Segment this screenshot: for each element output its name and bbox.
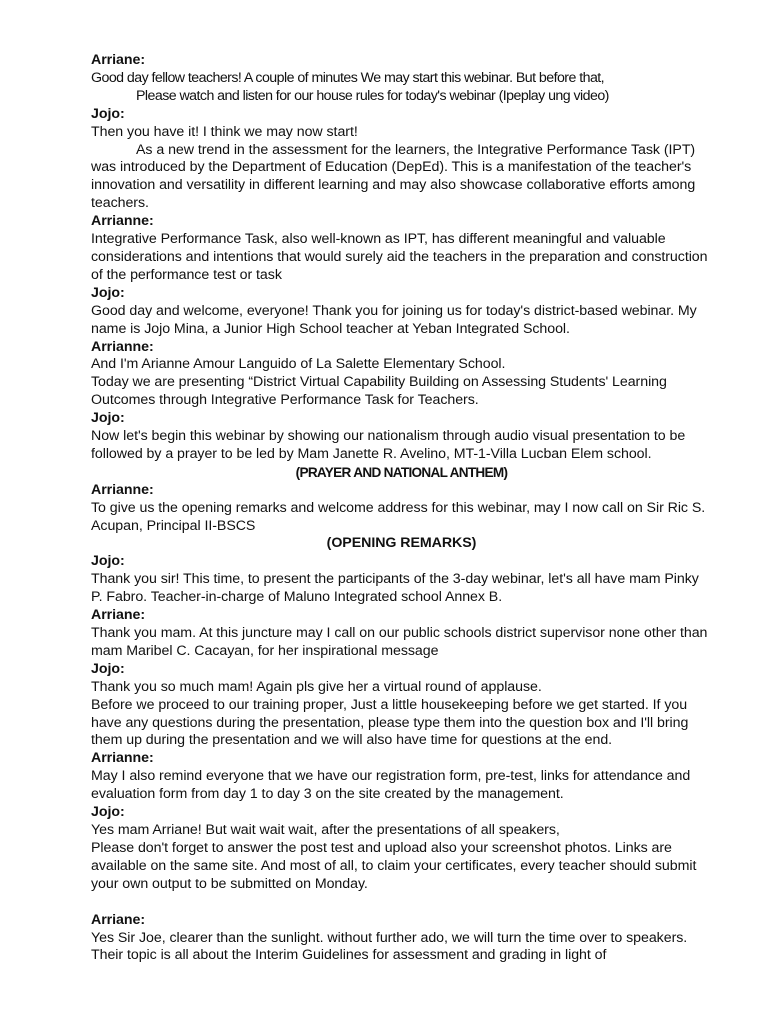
speaker-label: Jojo:	[91, 105, 125, 122]
speaker-label: Jojo:	[91, 410, 125, 427]
dialogue-line: Good day fellow teachers! A couple of minutes We may start this webinar. But before that,	[91, 69, 605, 86]
dialogue-paragraph: To give us the opening remarks and welcome address for this webinar, may I now call on Sir Ric S. Acupan, Principal II-BSCS	[91, 499, 706, 534]
speaker-label: Arriane:	[91, 52, 146, 68]
dialogue-paragraph: Today we are presenting “District Virtual Capability Building on Assessing Students' Learning Outcomes through Integrative Performance Task for Teachers.	[91, 374, 667, 409]
dialogue-line: Yes mam Arriane! But wait wait wait, after the presentations of all speakers,	[91, 821, 560, 838]
speaker-label: Jojo:	[91, 284, 125, 301]
section-heading: (PRAYER AND NATIONAL ANTHEM)	[295, 464, 508, 480]
speaker-label: Arrianne:	[91, 338, 154, 355]
dialogue-line: Please watch and listen for our house rules for today's webinar (Ipeplay ung video)	[136, 87, 609, 104]
speaker-label: Jojo:	[91, 660, 125, 677]
dialogue-line: Then you have it! I think we may now start!	[91, 123, 358, 140]
speaker-label: Arriane:	[91, 607, 146, 624]
dialogue-line: And I'm Arianne Amour Languido of La Salette Elementary School.	[91, 356, 506, 373]
dialogue-paragraph: As a new trend in the assessment for the learners, the Integrative Performance Task (IPT) was introduced by the Department of Education (DepEd). This is a manifestation of the teacher's innovation and versatility in different learning and may also showcase collaborative efforts among teachers.	[91, 141, 696, 212]
dialogue-paragraph: Please don't forget to answer the post test and upload also your screenshot photos. Links are available on the same site. And most of all, to claim your certificates, every teacher should submit your own output to be submitted on Monday.	[91, 839, 697, 892]
dialogue-paragraph: Good day and welcome, everyone! Thank you for joining us for today's district-based webinar. My name is Jojo Mina, a Junior High School teacher at Yeban Integrated School.	[91, 302, 697, 337]
dialogue-paragraph: Thank you mam. At this juncture may I call on our public schools district supervisor none other than mam Maribel C. Cacayan, for her inspirational message	[91, 625, 708, 659]
dialogue-line: Thank you so much mam! Again pls give her a virtual round of applause.	[91, 678, 542, 695]
speaker-label: Arrianne:	[91, 750, 154, 767]
speaker-label: Arrianne:	[91, 213, 154, 230]
blank-line	[91, 894, 712, 912]
section-heading: (OPENING REMARKS)	[326, 535, 477, 552]
dialogue-paragraph: Yes Sir Joe, clearer than the sunlight. without further ado, we will turn the time over to speakers. Their topic is all about the Interim Guidelines for assessment and grading in light of	[91, 929, 688, 964]
speaker-label: Jojo:	[91, 553, 125, 570]
dialogue-paragraph: Now let's begin this webinar by showing our nationalism through audio visual presentation to be followed by a prayer to be led by Mam Janette R. Avelino, MT-1-Villa Lucban Elem school.	[91, 428, 686, 462]
dialogue-paragraph: Thank you sir! This time, to present the participants of the 3-day webinar, let's all have mam Pinky P. Fabro. Teacher-in-charge of Maluno Integrated school Annex B.	[91, 571, 699, 606]
dialogue-paragraph: May I also remind everyone that we have our registration form, pre-test, links for attendance and evaluation form from day 1 to day 3 on the site created by the management.	[91, 768, 691, 803]
speaker-label: Arrianne:	[91, 481, 154, 498]
dialogue-paragraph: Integrative Performance Task, also well-known as IPT, has different meaningful and valuable considerations and intentions that would surely aid the teachers in the preparation and construction of the performance test or task	[91, 231, 708, 283]
dialogue-paragraph: Before we proceed to our training proper, Just a little housekeeping before we get started. If you have any questions during the presentation, please type them into the question box and I'll bring them up during the presentation and we will also have time for questions at the end.	[91, 696, 689, 749]
speaker-label: Arriane:	[91, 911, 146, 928]
speaker-label: Jojo:	[91, 804, 125, 821]
